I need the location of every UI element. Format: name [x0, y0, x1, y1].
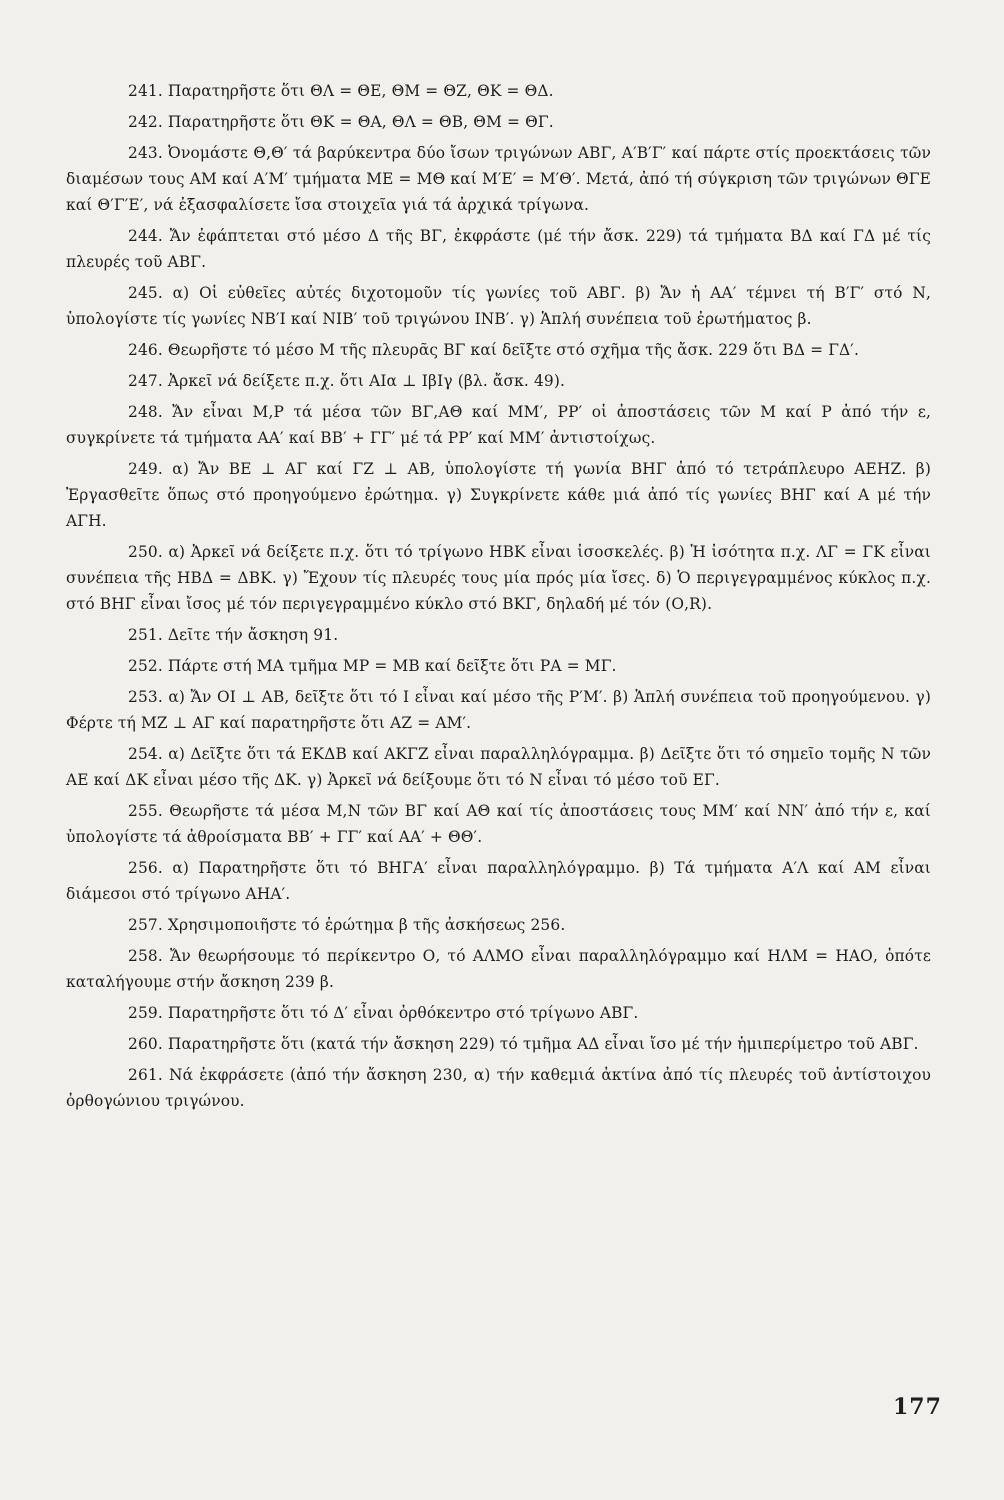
paragraph-244: 244. Ἄν ἐφάπτεται στό μέσο Δ τῆς ΒΓ, ἐκφράστε (μέ τήν ἄσκ. 229) τά τμήματα ΒΔ καί ΓΔ μέ τίς πλευρές τοῦ ΑΒΓ.: [66, 227, 931, 271]
paragraph-242: 242. Παρατηρῆστε ὅτι ΘΚ = ΘΑ, ΘΛ = ΘΒ, ΘΜ = ΘΓ.: [128, 113, 554, 131]
paragraph-241: 241. Παρατηρῆστε ὅτι ΘΛ = ΘΕ, ΘΜ = ΘΖ, ΘΚ = ΘΔ.: [128, 82, 554, 100]
paragraph-260: 260. Παρατηρῆστε ὅτι (κατά τήν ἄσκηση 229) τό τμῆμα ΑΔ εἶναι ἴσο μέ τήν ἡμιπερίμετρο τοῦ ΑΒΓ.: [128, 1035, 919, 1053]
paragraph-252: 252. Πάρτε στή ΜΑ τμῆμα ΜΡ = ΜΒ καί δεῖξτε ὅτι ΡΑ = ΜΓ.: [128, 657, 617, 675]
page-number: 177: [893, 1394, 942, 1420]
paragraph-250: 250. α) Ἀρκεῖ νά δείξετε π.χ. ὅτι τό τρίγωνο ΗΒΚ εἶναι ἰσοσκελές. β) Ἡ ἰσότητα π.χ. ΛΓ = ΓΚ εἶναι συνέπεια τῆς ΗΒΔ = ΔΒΚ. γ) Ἔχουν τίς πλευρές τους μία πρός μία ἴσες. δ) Ὁ περιγεγραμμένος κύκλος π.χ. στό ΒΗΓ εἶναι ἴσος μέ τόν περιγεγραμμένο κύκλο στό ΒΚΓ, δηλαδή μέ τόν (Ο,R).: [66, 543, 931, 613]
paragraph-257: 257. Χρησιμοποιῆστε τό ἐρώτημα β τῆς ἀσκήσεως 256.: [128, 916, 566, 934]
paragraph-255: 255. Θεωρῆστε τά μέσα Μ,Ν τῶν ΒΓ καί ΑΘ καί τίς ἀποστάσεις τους ΜΜ′ καί ΝΝ′ ἀπό τήν ε, καί ὑπολογίστε τά ἀθροίσματα ΒΒ′ + ΓΓ′ καί ΑΑ′ + ΘΘ′.: [66, 802, 931, 846]
paragraph-254: 254. α) Δεῖξτε ὅτι τά ΕΚΔΒ καί ΑΚΓΖ εἶναι παραλληλόγραμμα. β) Δεῖξτε ὅτι τό σημεῖο τομῆς Ν τῶν ΑΕ καί ΔΚ εἶναι μέσο τῆς ΔΚ. γ) Ἀρκεῖ νά δείξουμε ὅτι τό Ν εἶναι τό μέσο τοῦ ΕΓ.: [66, 745, 931, 789]
paragraph-256: 256. α) Παρατηρῆστε ὅτι τό ΒΗΓΑ′ εἶναι παραλληλόγραμμο. β) Τά τμήματα Α′Λ καί ΑΜ εἶναι διάμεσοι στό τρίγωνο ΑΗΑ′.: [66, 859, 931, 903]
paragraph-246: 246. Θεωρῆστε τό μέσο Μ τῆς πλευρᾶς ΒΓ καί δεῖξτε στό σχῆμα τῆς ἄσκ. 229 ὅτι ΒΔ = ΓΔ′.: [128, 341, 859, 359]
paragraph-261: 261. Νά ἐκφράσετε (ἀπό τήν ἄσκηση 230, α) τήν καθεμιά ἀκτίνα ἀπό τίς πλευρές τοῦ ἀντίστοιχου ὀρθογώνιου τριγώνου.: [66, 1066, 931, 1110]
paragraph-248: 248. Ἄν εἶναι Μ,Ρ τά μέσα τῶν ΒΓ,ΑΘ καί ΜΜ′, ΡΡ′ οἱ ἀποστάσεις τῶν Μ καί Ρ ἀπό τήν ε, συγκρίνετε τά τμήματα ΑΑ′ καί ΒΒ′ + ΓΓ′ μέ τά ΡΡ′ καί ΜΜ′ ἀντιστοίχως.: [66, 403, 931, 447]
paragraph-243: 243. Ὀνομάστε Θ,Θ′ τά βαρύκεντρα δύο ἴσων τριγώνων ΑΒΓ, Α′Β′Γ′ καί πάρτε στίς προεκτάσεις τῶν διαμέσων τους ΑΜ καί Α′Μ′ τμήματα ΜΕ = ΜΘ καί Μ′Ε′ = Μ′Θ′. Μετά, ἀπό τή σύγκριση τῶν τριγώνων ΘΓΕ καί Θ′Γ′Ε′, νά ἐξασφαλίσετε ἴσα στοιχεῖα γιά τά ἀρχικά τρίγωνα.: [66, 144, 931, 214]
paragraph-253: 253. α) Ἄν ΟΙ ⊥ ΑΒ, δεῖξτε ὅτι τό Ι εἶναι καί μέσο τῆς Ρ′Μ′. β) Ἁπλή συνέπεια τοῦ προηγούμενου. γ) Φέρτε τή ΜΖ ⊥ ΑΓ καί παρατηρῆστε ὅτι ΑΖ = ΑΜ′.: [66, 688, 931, 732]
paragraph-258: 258. Ἄν θεωρήσουμε τό περίκεντρο Ο, τό ΑΛΜΟ εἶναι παραλληλόγραμμο καί ΗΛΜ = ΗΑΟ, ὁπότε καταλήγουμε στήν ἄσκηση 239 β.: [66, 947, 931, 991]
paragraph-245: 245. α) Οἱ εὐθεῖες αὐτές διχοτομοῦν τίς γωνίες τοῦ ΑΒΓ. β) Ἄν ἡ ΑΑ′ τέμνει τή Β′Γ′ στό Ν, ὑπολογίστε τίς γωνίες ΝΒ′Ι καί ΝΙΒ′ τοῦ τριγώνου ΙΝΒ′. γ) Ἁπλή συνέπεια τοῦ ἐρωτήματος β.: [66, 284, 931, 328]
paragraph-251: 251. Δεῖτε τήν ἄσκηση 91.: [128, 626, 339, 644]
paragraph-249: 249. α) Ἄν ΒΕ ⊥ ΑΓ καί ΓΖ ⊥ ΑΒ, ὑπολογίστε τή γωνία ΒΗΓ ἀπό τό τετράπλευρο ΑΕΗΖ. β) Ἐργασθεῖτε ὅπως στό προηγούμενο ἐρώτημα. γ) Συγκρίνετε κάθε μιά ἀπό τίς γωνίες ΒΗΓ καί Α μέ τήν ΑΓΗ.: [66, 460, 931, 530]
paragraph-259: 259. Παρατηρῆστε ὅτι τό Δ′ εἶναι ὀρθόκεντρο στό τρίγωνο ΑΒΓ.: [128, 1004, 639, 1022]
solutions-text: [66, 78, 931, 1119]
paragraph-247: 247. Ἀρκεῖ νά δείξετε π.χ. ὅτι ΑΙα ⊥ ΙβΙγ (βλ. ἄσκ. 49).: [128, 372, 566, 390]
